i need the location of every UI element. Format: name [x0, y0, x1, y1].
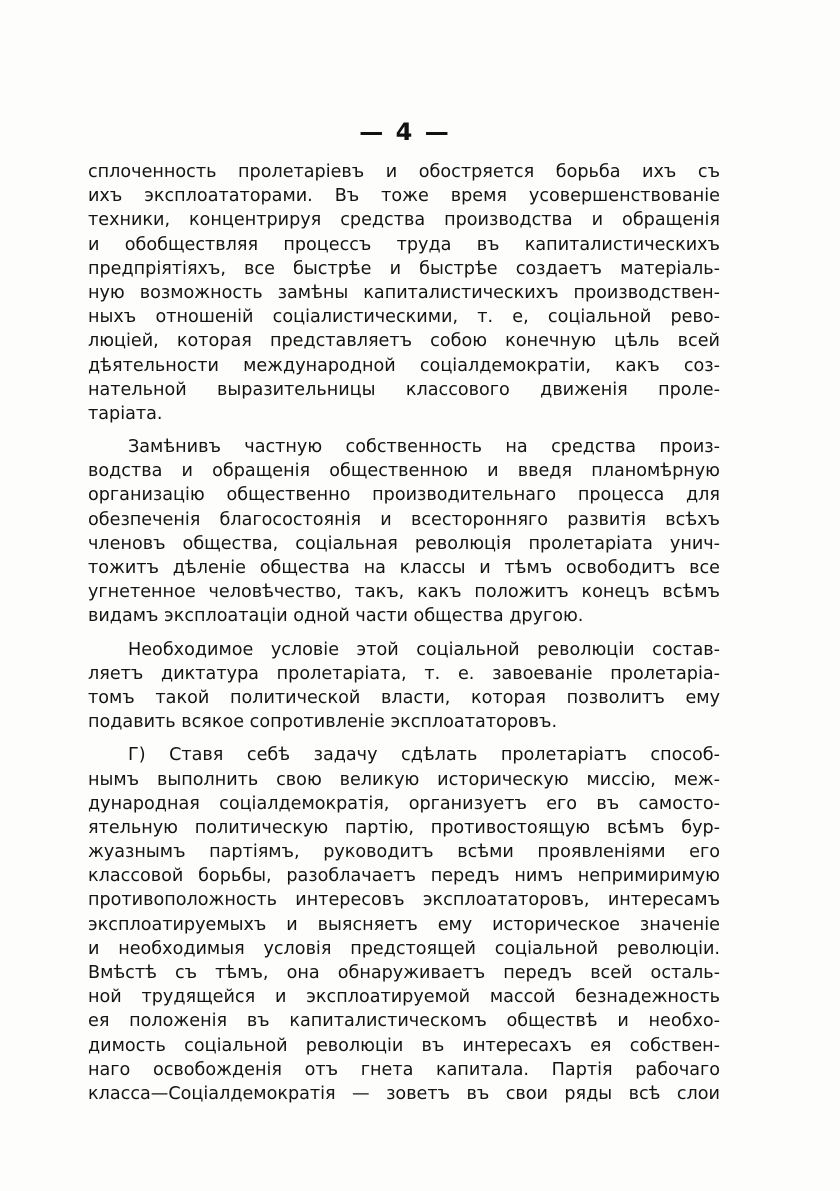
text-line: Вмѣстѣ съ тѣмъ, она обнаруживаетъ передъ всей осталь-: [88, 963, 720, 983]
paragraph-gap: [88, 426, 720, 435]
text-line: таріата.: [88, 403, 163, 424]
text-line: предпріятіяхъ, все быстрѣе и быстрѣе создаетъ матеріаль-: [88, 258, 720, 279]
page-number: — 4 —: [359, 118, 451, 146]
text-line: ной трудящейся и эксплоатируемой массой безнадежность: [88, 987, 720, 1008]
text-line: угнетенное человѣчество, такъ, какъ положитъ конецъ всѣмъ: [88, 582, 720, 603]
text-line: дѣятельности международной соціалдемократіи, какъ соз-: [88, 355, 720, 376]
text-line: класса—Соціалдемократія — зоветъ въ свои ряды всѣ слои: [88, 1083, 720, 1104]
text-line: Замѣнивъ частную собственность на средства произ-: [128, 437, 720, 458]
text-line: Необходимое условіе этой соціальной революціи состав-: [128, 639, 720, 660]
paragraph-gap: [88, 629, 720, 638]
text-line: люціей, которая представляетъ собою конечную цѣль всей: [88, 331, 720, 352]
text-line: жуазнымъ партіямъ, руководитъ всѣми проявленіями его: [88, 842, 720, 863]
text-line: димость соціальной революціи въ интересахъ ея собствен-: [88, 1035, 720, 1056]
text-line: противоположность интересовъ эксплоататоровъ, интересамъ: [88, 890, 720, 911]
text-line: наго освобожденія отъ гнета капитала. Партія рабочаго: [88, 1059, 720, 1080]
text-line: техники, концентрируя средства производства и обращенія: [88, 210, 720, 231]
text-line: обезпеченія благосостоянія и всесторонняго развитія всѣхъ: [88, 509, 720, 530]
text-line: нымъ выполнить свою великую историческую миссію, меж-: [88, 769, 720, 790]
text-line: водства и обращенія общественною и введя планомѣрную: [88, 461, 720, 482]
text-line: классовой борьбы, разоблачаетъ передъ нимъ непримиримую: [88, 866, 720, 887]
text-line: видамъ эксплоатаціи одной части общества другою.: [88, 606, 584, 627]
body-text: [88, 160, 720, 1106]
text-line: ятельную политическую партію, противостоящую всѣмъ бур-: [88, 817, 720, 838]
text-line: сплоченность пролетаріевъ и обостряется борьба ихъ съ: [88, 162, 720, 182]
text-line: эксплоатируемыхъ и выясняетъ ему историческое значеніе: [88, 914, 720, 935]
text-line: дународная соціалдемократія, организуетъ его въ самосто-: [88, 793, 720, 814]
text-line: ныхъ отношеній соціалистическими, т. е, соціальной рево-: [88, 307, 720, 328]
text-line: Г) Ставя себѣ задачу сдѣлать пролетаріатъ способ-: [128, 745, 720, 766]
text-line: ляетъ диктатура пролетаріата, т. е. завоеваніе пролетаріа-: [88, 663, 720, 684]
text-line: томъ такой политической власти, которая позволитъ ему: [88, 687, 720, 708]
text-line: ную возможность замѣны капиталистическихъ производствен-: [88, 282, 720, 303]
paragraph-gap: [88, 734, 720, 743]
text-line: подавить всякое сопротивленіе эксплоататоровъ.: [88, 712, 558, 733]
text-line: и необходимыя условія предстоящей соціальной революціи.: [88, 938, 720, 959]
text-line: ея положенія въ капиталистическомъ обществѣ и необхо-: [88, 1011, 720, 1032]
text-line: нательной выразительницы классового движенія проле-: [88, 379, 720, 400]
text-line: членовъ общества, соціальная революція пролетаріата унич-: [88, 533, 720, 554]
text-line: ихъ эксплоататорами. Въ тоже время усовершенствованіе: [88, 186, 720, 207]
text-line: и обобществляя процессъ труда въ капиталистическихъ: [88, 234, 720, 255]
text-line: тожитъ дѣленіе общества на классы и тѣмъ освободитъ все: [88, 558, 720, 578]
text-line: организацію общественно производительнаго процесса для: [88, 485, 720, 506]
